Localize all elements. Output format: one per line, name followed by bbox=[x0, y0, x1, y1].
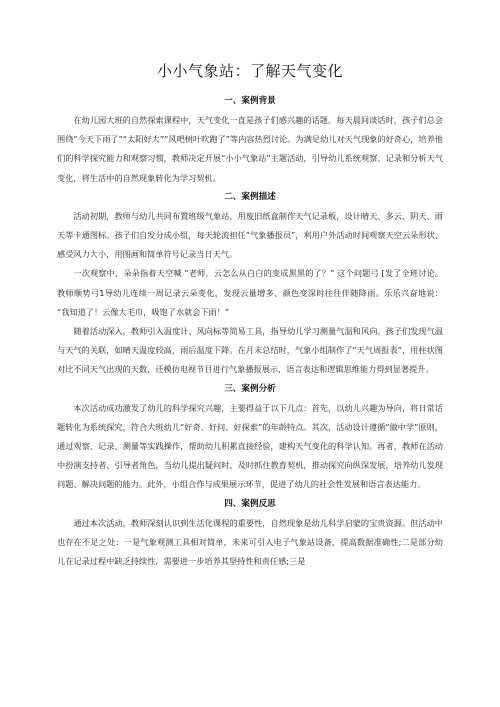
section-heading-description: 二、案例描述 bbox=[224, 191, 276, 202]
paragraph: 通过本次活动，教师深刻认识到生活化课程的重要性，自然现象是幼儿科学启蒙的宝贵资源。但活动中也存在不足之处：一是气象观测工具相对简单，未来可引入电子气象站设备，提高数据准确性;二是部分幼儿在记录过程中缺乏持续性，需要进一步培养其坚持性和责任感;三是 bbox=[57, 517, 443, 567]
section-heading-reflection: 四、案例反思 bbox=[224, 498, 276, 509]
paragraph: 在幼儿园大班的自然探索课程中，天气变化一直是孩子们感兴趣的话题。每天晨间谈话时，孩子们总会围绕“今天下雨了”“太阳好大”“风吧树叶吹跑了”等内容热烈讨论。为满足幼儿对天气现象的好奇心，培养他们的科学探究能力和观察习惯，教师决定开展“小小气象站”主题活动，引导幼儿系统观察、记录和分析天气变化，将生活中的自然现象转化为学习契机。 bbox=[57, 115, 443, 183]
paragraph: 本次活动成功激发了幼儿的科学探究兴趣，主要得益于以下几点：首先，以幼儿兴趣为导向，将日常话题转化为系统探究，符合大班幼儿“好奇、好问、好探索”的年龄特点。其次，活动设计遵循“做中学”原则，通过观察、记录、测量等实践操作，帮助幼儿积累直接经验，建构天气变化的科学认知。再者，教师在活动中扮演支持者、引导者角色，当幼儿提出疑问时，及时抓住教育契机，推动探究向纵深发展，培养幼儿发现问题、解决问题的能力。此外，小组合作与成果展示环节，促进了幼儿的社会性发展和语言表达能力。 bbox=[57, 402, 443, 490]
paragraph: 一次观察中，朵朵指着天空喊 “老师，云怎么从白白的变成黑黑的了？” 这个问题弓 [发了全班讨论。教师顺势弓1导幼儿连续一周记录云朵变化，发现云量增多、颜色变深时往往伴随降雨。乐乐兴奋地说： “我知道了！云像大毛巾，吸饱了水就会下雨！” bbox=[57, 268, 443, 317]
section-heading-background: 一、案例背景 bbox=[224, 96, 276, 106]
document-title: 小小气象站：了解天气变化 bbox=[156, 62, 343, 80]
document-body bbox=[57, 92, 443, 571]
paragraph: 随着活动深入，教师引入温度计、风向标等简易工具，指导幼儿学习测量气温和风向。孩子们发现气温与天气的关联，如晴天温度较高，雨后温度下降。在月末总结时，气象小组制作了“天气周报表”，用柱状图对比不同天气出现的天数，还模仿电视节目进行气象播报展示，语言表达和逻辑思维能力得到显著提升。 bbox=[57, 326, 443, 375]
section-heading-analysis: 三、案例分析 bbox=[224, 383, 276, 394]
paragraph: 活动初期，教师与幼儿共同布置班级气象站，用废旧纸盒制作天气记录板，设计晴天、多云、阴天、雨天等卡通图标。孩子们自发分成小组，每天轮流担任“气象播报员”，利用户外活动时间观察天空云朵形状、感受风力大小，用图画和简单符号记录当日天气。 bbox=[57, 210, 443, 260]
